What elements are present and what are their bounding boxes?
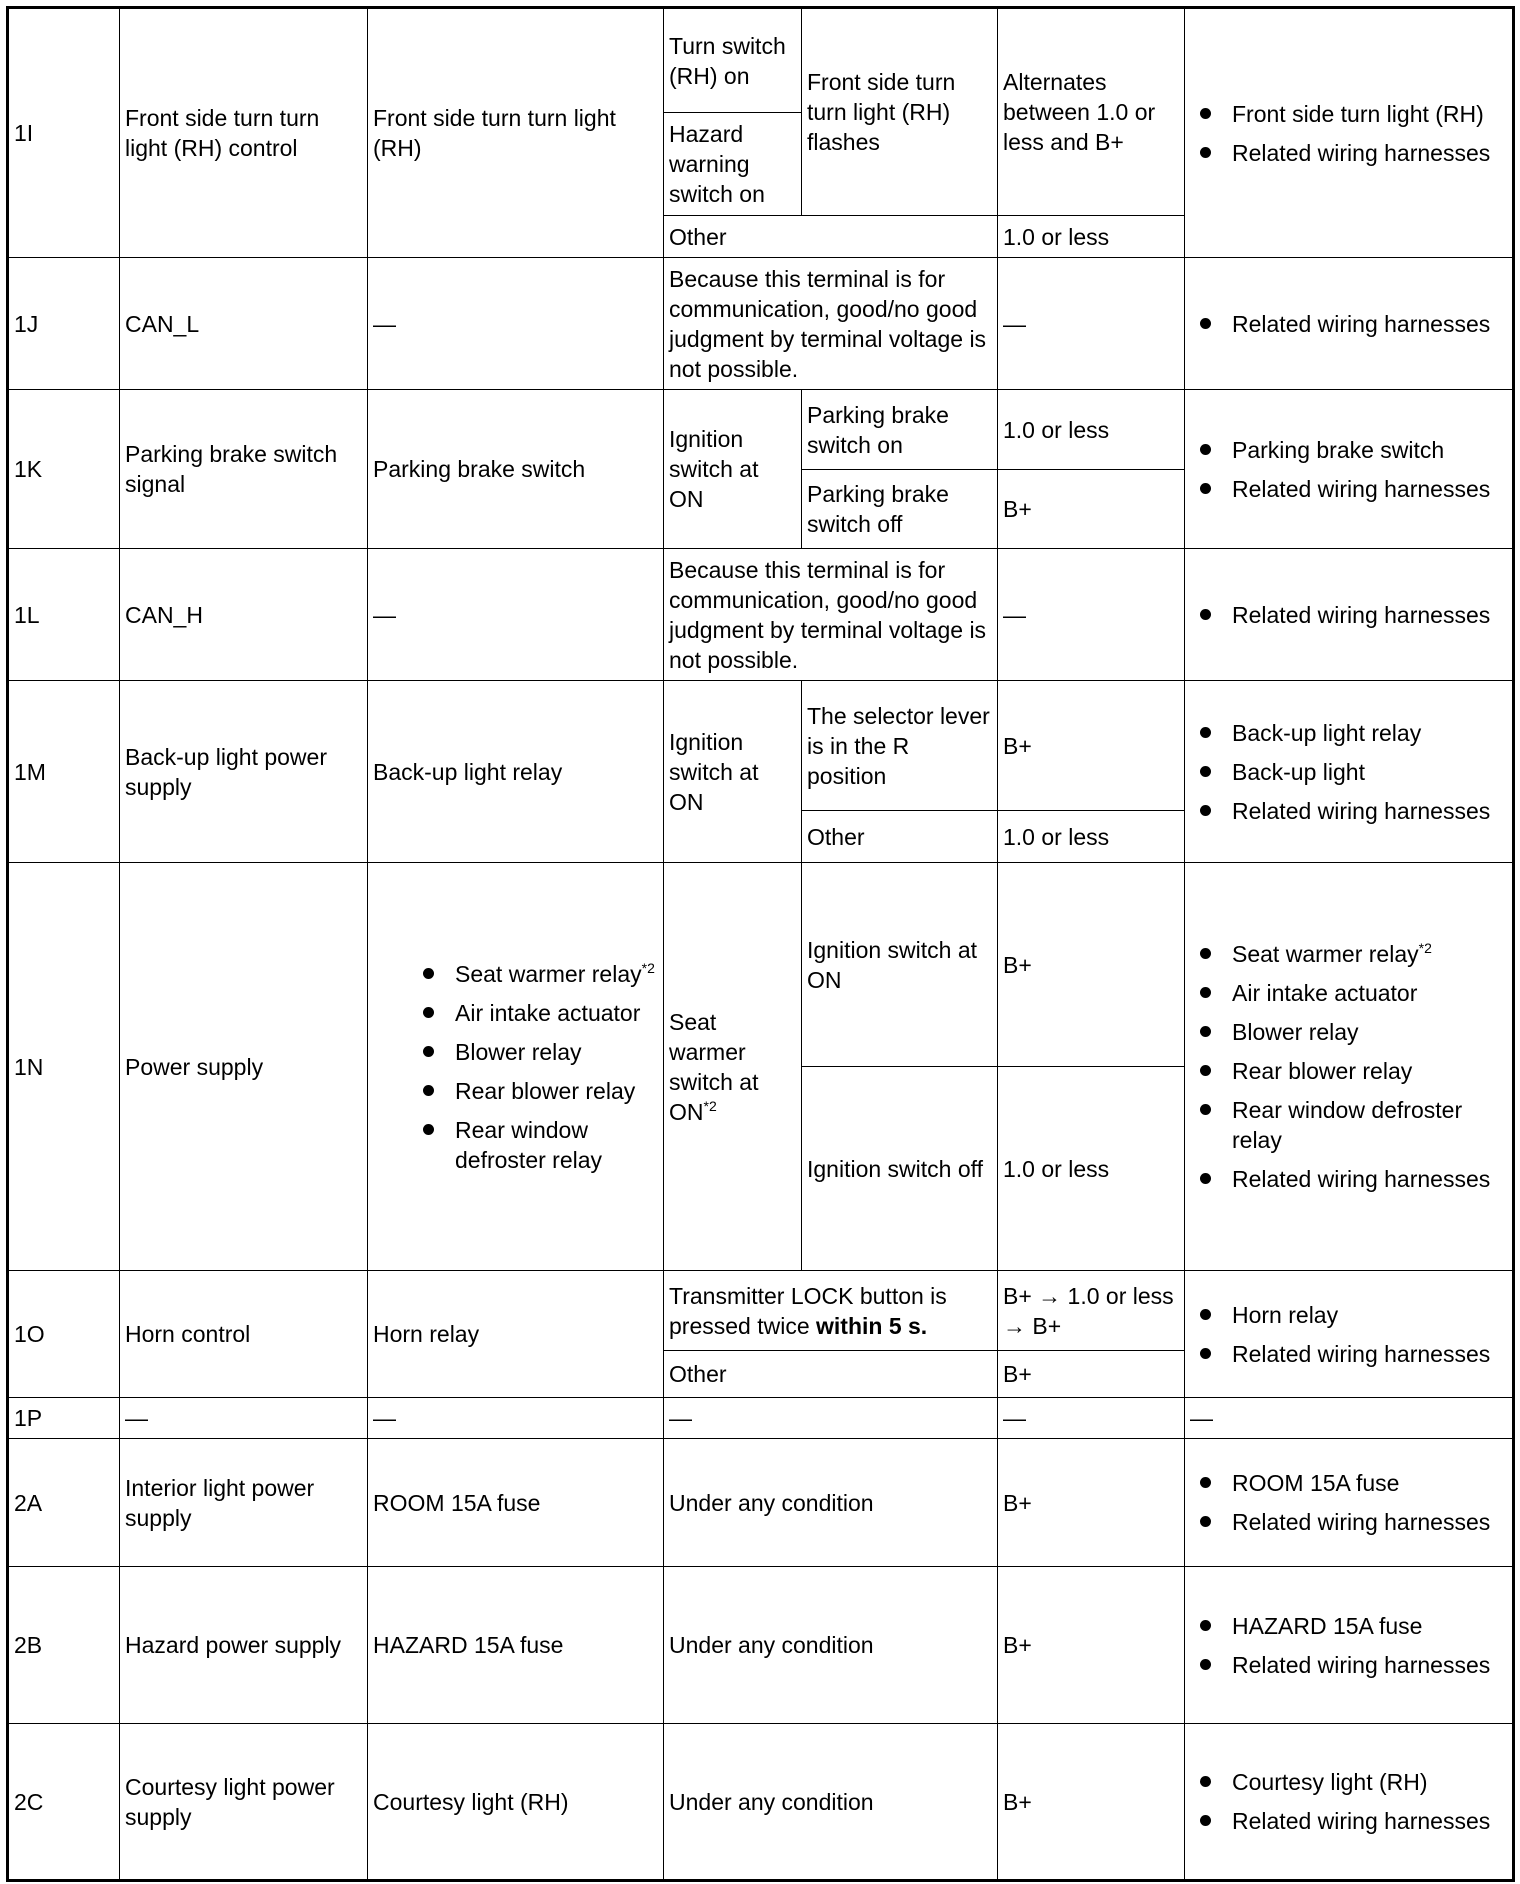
footnote-mark: *2 bbox=[1418, 940, 1432, 956]
value-cell: 1.0 or less bbox=[998, 811, 1185, 863]
list-item: Related wiring harnesses bbox=[1190, 1339, 1507, 1369]
condition-text: Seat warmer switch at ON bbox=[669, 1008, 759, 1125]
condition-cell: Under any condition bbox=[664, 1567, 998, 1724]
description-cell: Back-up light power supply bbox=[120, 681, 368, 863]
list-item-text: Seat warmer relay bbox=[455, 960, 642, 987]
value-cell: B+ → 1.0 or less → B+ bbox=[998, 1271, 1185, 1351]
description-cell: Front side turn turn light (RH) control bbox=[120, 8, 368, 258]
list-item: Front side turn light (RH) bbox=[1190, 99, 1507, 129]
table-row-1k bbox=[8, 390, 1514, 470]
condition-cell: Other bbox=[664, 216, 998, 258]
parts-list bbox=[1190, 939, 1507, 1194]
footnote-mark: *2 bbox=[703, 1097, 717, 1114]
table-row-1i bbox=[8, 8, 1514, 113]
table-row-1m bbox=[8, 681, 1514, 811]
value-cell: Alternates between 1.0 or less and B+ bbox=[998, 8, 1185, 216]
description-cell: — bbox=[120, 1398, 368, 1439]
connection-cell: HAZARD 15A fuse bbox=[368, 1567, 664, 1724]
value-cell: 1.0 or less bbox=[998, 1067, 1185, 1271]
value-cell: B+ bbox=[998, 1724, 1185, 1881]
parts-list bbox=[1190, 435, 1507, 504]
list-item: Air intake actuator bbox=[413, 998, 658, 1028]
condition-cell bbox=[664, 863, 802, 1271]
footnote-mark: *2 bbox=[641, 959, 655, 976]
list-item: Back-up light bbox=[1190, 757, 1507, 787]
condition-cell: Because this terminal is for communication, good/no good judgment by terminal voltage is not possible. bbox=[664, 258, 998, 390]
list-item: Courtesy light (RH) bbox=[1190, 1767, 1507, 1797]
description-cell: Horn control bbox=[120, 1271, 368, 1398]
list-item: Related wiring harnesses bbox=[1190, 474, 1507, 504]
connection-cell: — bbox=[368, 1398, 664, 1439]
list-item: Parking brake switch bbox=[1190, 435, 1507, 465]
description-cell: CAN_H bbox=[120, 549, 368, 681]
terminal-cell: 2C bbox=[8, 1724, 120, 1881]
value-cell: B+ bbox=[998, 1351, 1185, 1398]
description-cell: Interior light power supply bbox=[120, 1439, 368, 1567]
table-row-2b bbox=[8, 1567, 1514, 1724]
terminal-cell: 2A bbox=[8, 1439, 120, 1567]
list-item: Related wiring harnesses bbox=[1190, 1164, 1507, 1194]
value-cell: B+ bbox=[998, 1439, 1185, 1567]
parts-cell: — bbox=[1185, 1398, 1514, 1439]
terminal-inspection-table-wrapper bbox=[6, 6, 1515, 1882]
value-cell: — bbox=[998, 549, 1185, 681]
parts-cell bbox=[1185, 681, 1514, 863]
terminal-cell: 1N bbox=[8, 863, 120, 1271]
terminal-cell: 1P bbox=[8, 1398, 120, 1439]
terminal-cell: 1I bbox=[8, 8, 120, 258]
parts-cell bbox=[1185, 549, 1514, 681]
state-cell: Front side turn turn light (RH) flashes bbox=[802, 8, 998, 216]
parts-cell bbox=[1185, 390, 1514, 549]
value-cell: B+ bbox=[998, 470, 1185, 549]
table-row-2a bbox=[8, 1439, 1514, 1567]
condition-cell: Because this terminal is for communication, good/no good judgment by terminal voltage is not possible. bbox=[664, 549, 998, 681]
table-row-1o bbox=[8, 1271, 1514, 1351]
condition-cell: Ignition switch at ON bbox=[664, 681, 802, 863]
list-item: Blower relay bbox=[1190, 1017, 1507, 1047]
connection-cell: Courtesy light (RH) bbox=[368, 1724, 664, 1881]
parts-list bbox=[1190, 600, 1507, 630]
parts-cell bbox=[1185, 8, 1514, 258]
list-item: Related wiring harnesses bbox=[1190, 1806, 1507, 1836]
condition-bold-text: within 5 s. bbox=[816, 1312, 928, 1339]
list-item: Air intake actuator bbox=[1190, 978, 1507, 1008]
parts-cell bbox=[1185, 1271, 1514, 1398]
list-item: Blower relay bbox=[413, 1037, 658, 1067]
list-item: HAZARD 15A fuse bbox=[1190, 1611, 1507, 1641]
value-cell: B+ bbox=[998, 1567, 1185, 1724]
list-item: Rear window defroster relay bbox=[1190, 1095, 1507, 1155]
list-item: Rear window defroster relay bbox=[413, 1115, 658, 1175]
terminal-cell: 2B bbox=[8, 1567, 120, 1724]
terminal-inspection-table bbox=[6, 6, 1515, 1882]
connection-cell: ROOM 15A fuse bbox=[368, 1439, 664, 1567]
condition-cell: Under any condition bbox=[664, 1439, 998, 1567]
description-cell: Parking brake switch signal bbox=[120, 390, 368, 549]
description-cell: CAN_L bbox=[120, 258, 368, 390]
parts-list bbox=[1190, 99, 1507, 168]
connection-list bbox=[413, 959, 658, 1175]
parts-list bbox=[1190, 309, 1507, 339]
list-item: ROOM 15A fuse bbox=[1190, 1468, 1507, 1498]
state-cell: Ignition switch at ON bbox=[802, 863, 998, 1067]
list-item: Related wiring harnesses bbox=[1190, 1650, 1507, 1680]
list-item: Back-up light relay bbox=[1190, 718, 1507, 748]
table-row-1p bbox=[8, 1398, 1514, 1439]
parts-list bbox=[1190, 1611, 1507, 1680]
connection-cell bbox=[368, 863, 664, 1271]
value-cell: B+ bbox=[998, 863, 1185, 1067]
list-item: Related wiring harnesses bbox=[1190, 1507, 1507, 1537]
table-row-1j bbox=[8, 258, 1514, 390]
description-cell: Courtesy light power supply bbox=[120, 1724, 368, 1881]
list-item: Rear blower relay bbox=[413, 1076, 658, 1106]
connection-cell: Back-up light relay bbox=[368, 681, 664, 863]
condition-cell: Turn switch (RH) on bbox=[664, 8, 802, 113]
state-cell: The selector lever is in the R position bbox=[802, 681, 998, 811]
value-cell: — bbox=[998, 258, 1185, 390]
description-cell: Power supply bbox=[120, 863, 368, 1271]
parts-list bbox=[1190, 718, 1507, 826]
terminal-cell: 1K bbox=[8, 390, 120, 549]
parts-list bbox=[1190, 1767, 1507, 1836]
parts-cell bbox=[1185, 1567, 1514, 1724]
description-cell: Hazard power supply bbox=[120, 1567, 368, 1724]
list-item bbox=[413, 959, 658, 989]
value-cell: — bbox=[998, 1398, 1185, 1439]
state-cell: Parking brake switch off bbox=[802, 470, 998, 549]
condition-cell: Under any condition bbox=[664, 1724, 998, 1881]
connection-cell: Front side turn turn light (RH) bbox=[368, 8, 664, 258]
list-item: Rear blower relay bbox=[1190, 1056, 1507, 1086]
parts-cell bbox=[1185, 863, 1514, 1271]
condition-cell: Other bbox=[664, 1351, 998, 1398]
list-item: Related wiring harnesses bbox=[1190, 796, 1507, 826]
table-row-1l bbox=[8, 549, 1514, 681]
terminal-cell: 1O bbox=[8, 1271, 120, 1398]
value-cell: B+ bbox=[998, 681, 1185, 811]
table-row-1n bbox=[8, 863, 1514, 1067]
parts-cell bbox=[1185, 258, 1514, 390]
condition-cell: — bbox=[664, 1398, 998, 1439]
state-cell: Other bbox=[802, 811, 998, 863]
state-cell: Parking brake switch on bbox=[802, 390, 998, 470]
connection-cell: — bbox=[368, 258, 664, 390]
value-cell: 1.0 or less bbox=[998, 390, 1185, 470]
parts-cell bbox=[1185, 1724, 1514, 1881]
condition-cell: Ignition switch at ON bbox=[664, 390, 802, 549]
condition-text: Transmitter LOCK button is pressed twice bbox=[669, 1282, 947, 1339]
terminal-cell: 1M bbox=[8, 681, 120, 863]
list-item: Related wiring harnesses bbox=[1190, 309, 1507, 339]
parts-list bbox=[1190, 1300, 1507, 1369]
list-item: Related wiring harnesses bbox=[1190, 600, 1507, 630]
list-item: Related wiring harnesses bbox=[1190, 138, 1507, 168]
list-item: Horn relay bbox=[1190, 1300, 1507, 1330]
condition-cell bbox=[664, 1271, 998, 1351]
table-row-2c bbox=[8, 1724, 1514, 1881]
connection-cell: Horn relay bbox=[368, 1271, 664, 1398]
connection-cell: Parking brake switch bbox=[368, 390, 664, 549]
value-cell: 1.0 or less bbox=[998, 216, 1185, 258]
parts-list bbox=[1190, 1468, 1507, 1537]
state-cell: Ignition switch off bbox=[802, 1067, 998, 1271]
terminal-cell: 1L bbox=[8, 549, 120, 681]
list-item-text: Seat warmer relay bbox=[1232, 941, 1419, 967]
connection-cell: — bbox=[368, 549, 664, 681]
condition-cell: Hazard warning switch on bbox=[664, 113, 802, 216]
list-item bbox=[1190, 939, 1507, 969]
terminal-cell: 1J bbox=[8, 258, 120, 390]
parts-cell bbox=[1185, 1439, 1514, 1567]
